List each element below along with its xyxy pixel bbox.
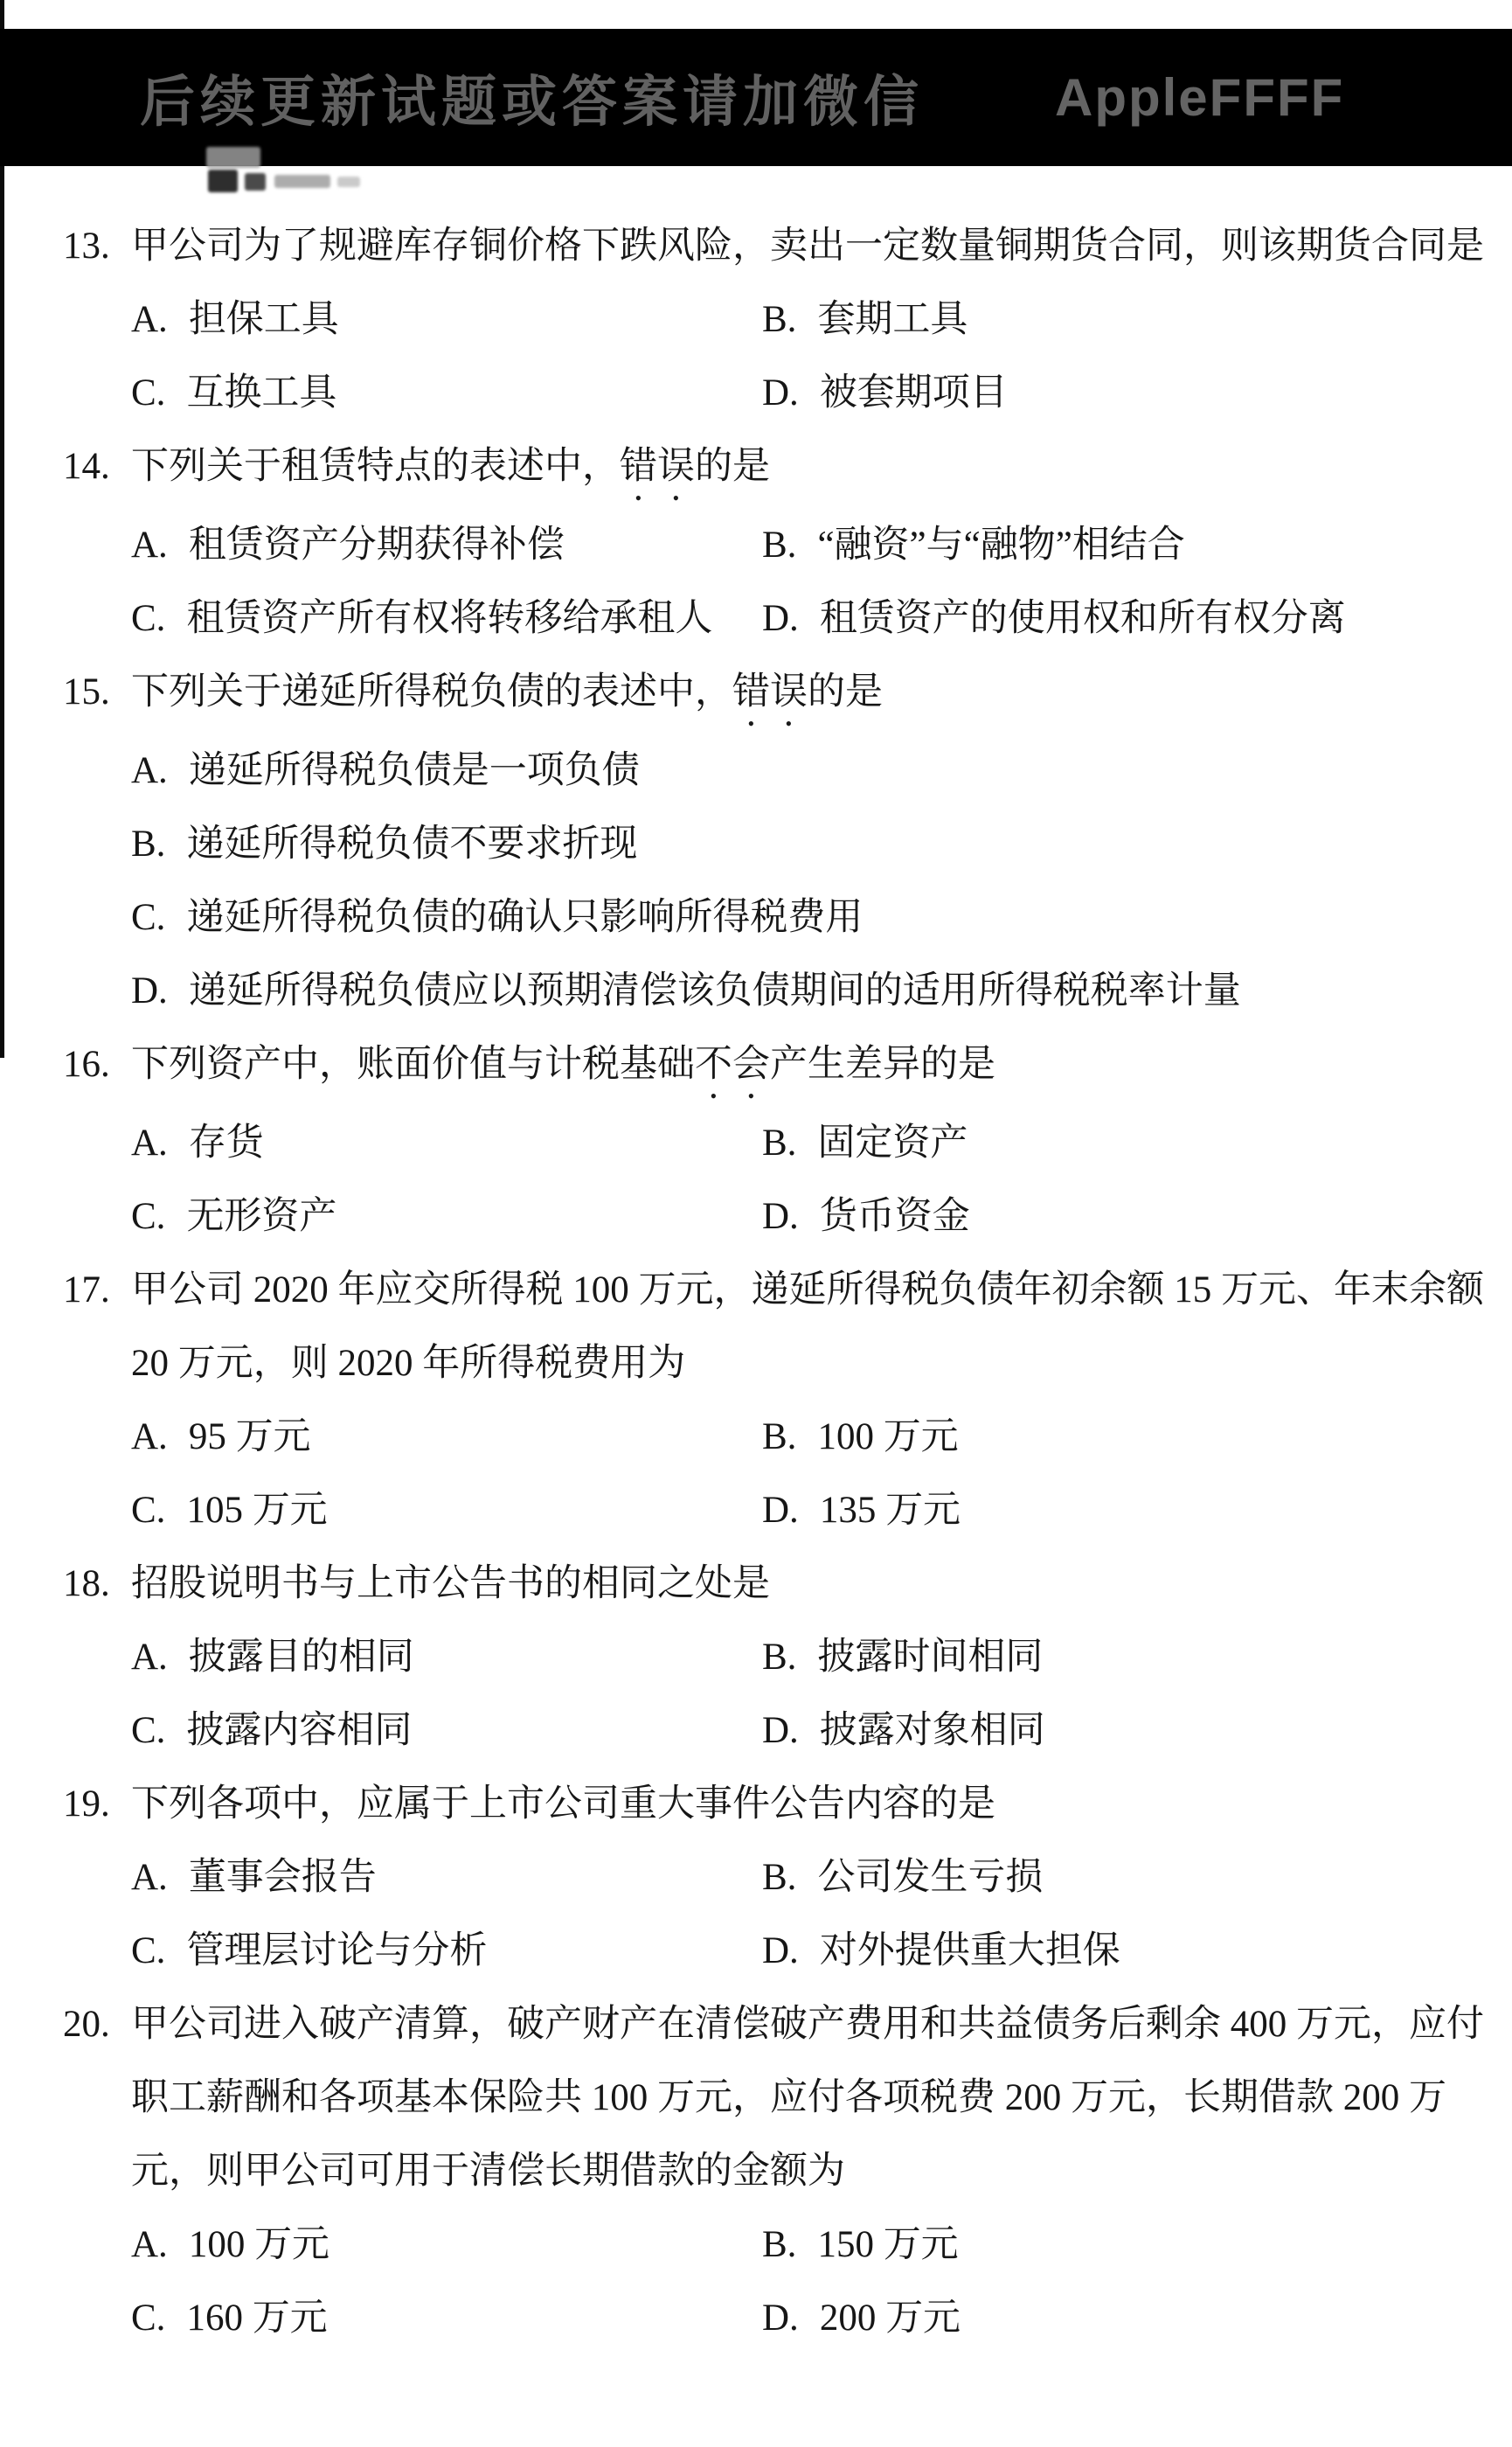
options-list (131, 1621, 1488, 1768)
stem-segment: 甲公司为了规避库存铜价格下跌风险，卖出一定数量铜期货合同，则该期货合同是 (131, 226, 1484, 267)
question-block (0, 210, 1512, 430)
option-item (762, 1180, 1488, 1254)
option-text: 被套期项目 (819, 372, 1008, 414)
question-stem (131, 656, 1488, 734)
option-item (762, 509, 1488, 582)
stem-segment: 下列关于租赁特点的表述中， (131, 446, 620, 487)
option-label: C. (131, 2298, 166, 2339)
question-number: 19. (63, 1783, 110, 1825)
option-label: C. (131, 1490, 166, 1531)
option-item (131, 2208, 762, 2282)
question-block (0, 1028, 1512, 1254)
options-list (131, 1841, 1488, 1988)
option-label: D. (762, 2298, 799, 2339)
option-text: 披露时间相同 (817, 1637, 1044, 1678)
option-label: C. (131, 897, 166, 938)
option-text: 租赁资产的使用权和所有权分离 (819, 598, 1346, 639)
stem-segment: 下列资产中，账面价值与计税基础 (131, 1044, 695, 1085)
option-item (762, 2282, 1488, 2355)
question-number: 18. (63, 1563, 110, 1604)
stem-segment-emphasized: 错误 (620, 446, 695, 487)
option-label: B. (762, 1416, 797, 1457)
option-item (762, 357, 1488, 430)
option-item (762, 1621, 1488, 1694)
option-label: B. (762, 1637, 797, 1678)
question-block (0, 1254, 1512, 1547)
option-item (131, 1694, 762, 1768)
option-text: 固定资产 (817, 1123, 968, 1164)
option-label: A. (131, 1857, 168, 1898)
option-text: 货币资金 (819, 1196, 970, 1237)
options-list (131, 1401, 1488, 1547)
option-label: D. (762, 372, 799, 414)
option-item (131, 1401, 762, 1474)
option-item (762, 1841, 1488, 1915)
option-label: D. (762, 1196, 799, 1237)
option-item (131, 1474, 762, 1547)
question-number: 16. (63, 1044, 110, 1085)
question-stem (131, 1028, 1488, 1107)
option-label: C. (131, 1710, 166, 1751)
question-number: 20. (63, 2004, 110, 2045)
option-label: B. (762, 2224, 797, 2265)
option-item (131, 881, 1488, 955)
option-item (762, 582, 1488, 656)
option-text: 135 万元 (819, 1490, 961, 1531)
options-list (131, 509, 1488, 656)
stem-segment: 下列关于递延所得税负债的表述中， (131, 671, 732, 713)
option-item (762, 1694, 1488, 1768)
option-item (762, 1401, 1488, 1474)
stem-segment: 下列各项中，应属于上市公司重大事件公告内容的是 (131, 1783, 995, 1825)
option-item (131, 283, 762, 357)
options-list (131, 283, 1488, 430)
option-text: 租赁资产分期获得补偿 (188, 525, 565, 566)
option-text: “融资”与“融物”相结合 (817, 525, 1185, 566)
option-item (131, 1180, 762, 1254)
question-stem (131, 1547, 1488, 1621)
stem-segment: 的是 (695, 446, 770, 487)
question-block (0, 1988, 1512, 2355)
option-item (131, 357, 762, 430)
option-text: 租赁资产所有权将转移给承租人 (186, 598, 713, 639)
option-text: 105 万元 (186, 1490, 328, 1531)
option-label: C. (131, 598, 166, 639)
option-item (762, 1474, 1488, 1547)
option-text: 递延所得税负债是一项负债 (188, 750, 640, 791)
question-number: 14. (63, 446, 110, 487)
question-block (0, 430, 1512, 656)
option-item (131, 1915, 762, 1988)
stem-segment: 产生差异的是 (770, 1044, 995, 1085)
options-list (131, 2208, 1488, 2355)
option-text: 100 万元 (188, 2224, 330, 2265)
option-text: 递延所得税负债的确认只影响所得税费用 (186, 897, 864, 938)
option-label: A. (131, 750, 168, 791)
stem-segment: 甲公司 2020 年应交所得税 100 万元，递延所得税负债年初余额 15 万元、年末余额 20 万元，则 2020 年所得税费用为 (131, 1269, 1484, 1384)
option-item (762, 283, 1488, 357)
option-text: 披露对象相同 (819, 1710, 1045, 1751)
option-item (131, 1621, 762, 1694)
option-text: 150 万元 (817, 2224, 959, 2265)
option-label: A. (131, 1416, 168, 1457)
option-item (131, 509, 762, 582)
option-label: D. (762, 1930, 799, 1971)
option-text: 董事会报告 (188, 1857, 377, 1898)
option-label: D. (762, 1710, 799, 1751)
option-text: 管理层讨论与分析 (186, 1930, 488, 1971)
option-item (131, 1841, 762, 1915)
question-stem (131, 210, 1488, 283)
question-stem (131, 1988, 1488, 2208)
stem-segment: 甲公司进入破产清算，破产财产在清偿破产费用和共益债务后剩余 400 万元，应付职工薪酬和各项基本保险共 100 万元，应付各项税费 200 万元，长期借款 200 万元，则甲公司可用于清偿长期借款的金额为 (131, 2004, 1484, 2192)
option-text: 无形资产 (186, 1196, 337, 1237)
option-text: 担保工具 (188, 299, 339, 340)
option-label: C. (131, 1930, 166, 1971)
stem-segment-emphasized: 错误 (732, 671, 808, 713)
options-list (131, 1107, 1488, 1254)
option-label: B. (762, 525, 797, 566)
option-item (762, 2208, 1488, 2282)
option-label: C. (131, 372, 166, 414)
option-item (131, 1107, 762, 1180)
option-text: 存货 (188, 1123, 264, 1164)
option-label: B. (762, 299, 797, 340)
option-text: 披露内容相同 (186, 1710, 413, 1751)
watermark-banner (0, 29, 1512, 166)
question-stem (131, 430, 1488, 509)
question-stem (131, 1768, 1488, 1841)
option-item (762, 1107, 1488, 1180)
option-text: 对外提供重大担保 (819, 1930, 1120, 1971)
stem-segment: 招股说明书与上市公告书的相同之处是 (131, 1563, 770, 1604)
option-label: B. (762, 1857, 797, 1898)
option-text: 160 万元 (186, 2298, 328, 2339)
options-list (131, 734, 1488, 1028)
watermark-text-cn: 后续更新试题或答案请加微信 (140, 72, 924, 133)
option-text: 200 万元 (819, 2298, 961, 2339)
option-label: D. (762, 598, 799, 639)
option-item (131, 734, 1488, 808)
option-text: 递延所得税负债应以预期清偿该负债期间的适用所得税税率计量 (188, 970, 1241, 1011)
option-text: 套期工具 (817, 299, 968, 340)
option-label: C. (131, 1196, 166, 1237)
option-label: A. (131, 1123, 168, 1164)
option-text: 递延所得税负债不要求折现 (186, 824, 638, 865)
question-block (0, 1547, 1512, 1768)
question-block (0, 656, 1512, 1028)
watermark-text-en: AppleFFFF (1055, 68, 1345, 127)
option-label: A. (131, 525, 168, 566)
option-label: D. (131, 970, 168, 1011)
option-label: A. (131, 1637, 168, 1678)
option-label: D. (762, 1490, 799, 1531)
question-number: 17. (63, 1269, 110, 1310)
option-item (762, 1915, 1488, 1988)
option-item (131, 808, 1488, 881)
option-label: B. (131, 824, 166, 865)
option-label: A. (131, 2224, 168, 2265)
question-list (0, 166, 1512, 2355)
question-number: 15. (63, 671, 110, 713)
option-text: 公司发生亏损 (817, 1857, 1044, 1898)
stem-segment-emphasized: 不会 (695, 1044, 770, 1085)
option-label: B. (762, 1123, 797, 1164)
option-item (131, 955, 1488, 1028)
stem-segment: 的是 (808, 671, 883, 713)
option-text: 互换工具 (186, 372, 337, 414)
option-item (131, 2282, 762, 2355)
option-text: 100 万元 (817, 1416, 959, 1457)
question-stem (131, 1254, 1488, 1401)
option-text: 95 万元 (188, 1416, 311, 1457)
question-block (0, 1768, 1512, 1988)
option-text: 披露目的相同 (188, 1637, 414, 1678)
option-item (131, 582, 762, 656)
option-label: A. (131, 299, 168, 340)
question-number: 13. (63, 226, 110, 267)
